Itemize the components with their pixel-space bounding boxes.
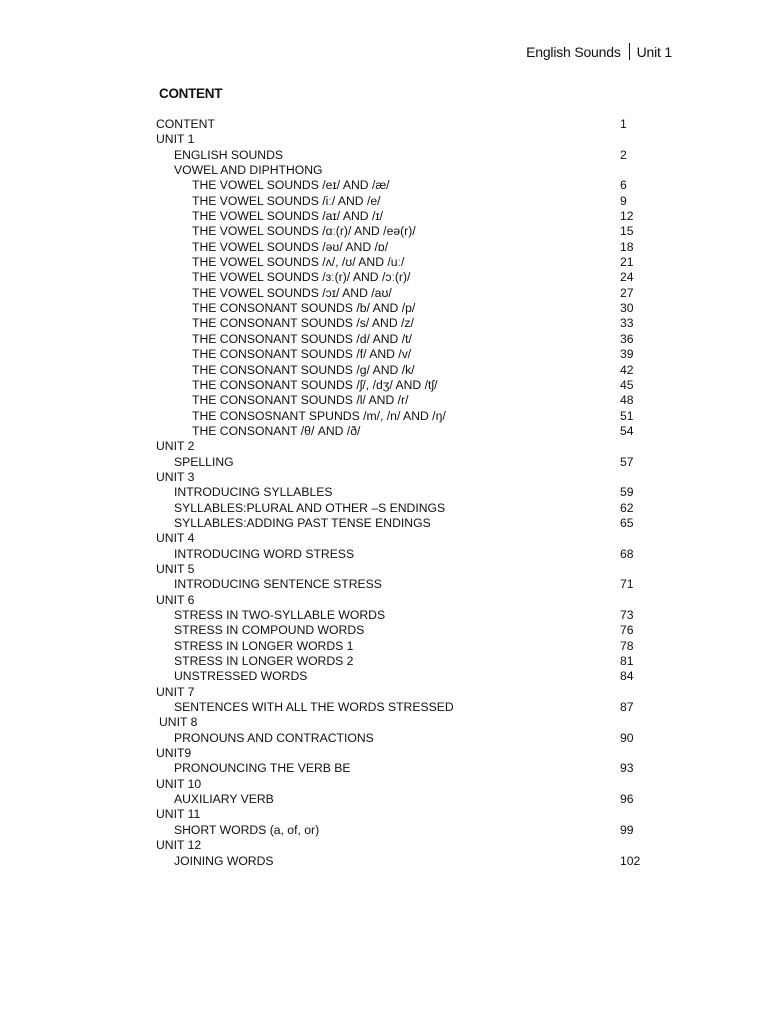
toc-entry	[156, 316, 656, 331]
page-title: CONTENT	[159, 86, 223, 101]
toc-entry	[156, 178, 656, 193]
toc-entry	[156, 623, 656, 638]
header-unit: Unit 1	[636, 43, 672, 60]
toc-entry-page: 6	[620, 178, 627, 193]
toc-entry-label: INTRODUCING SENTENCE STRESS	[174, 577, 382, 592]
toc-entry-label: UNIT9	[156, 746, 192, 761]
toc-entry	[156, 639, 656, 654]
toc-entry-page: 93	[620, 761, 634, 776]
toc-entry-page: 45	[620, 377, 634, 392]
toc-entry-label: THE CONSONANT SOUNDS /f/ AND /v/	[192, 347, 412, 362]
toc-entry-page: 84	[620, 669, 634, 684]
toc-entry	[156, 240, 656, 255]
toc-entry-page: 65	[620, 515, 634, 530]
toc-entry	[156, 224, 656, 239]
toc-entry-label: UNIT 2	[156, 439, 195, 454]
toc-entry-page: 18	[620, 239, 634, 254]
toc-entry-label: UNIT 6	[156, 592, 195, 607]
toc-entry-page: 24	[620, 270, 634, 285]
toc-entry-page: 102	[620, 853, 641, 868]
toc-entry-label: AUXILIARY VERB	[174, 792, 274, 807]
toc-entry-page: 81	[620, 654, 634, 669]
toc-entry	[156, 608, 656, 623]
toc-entry	[156, 593, 656, 608]
toc-entry	[156, 470, 656, 485]
toc-entry-label: THE VOWEL SOUNDS /ɔɪ/ AND /aʊ/	[192, 285, 392, 300]
toc-entry-label: THE VOWEL SOUNDS /iː/ AND /e/	[192, 193, 381, 208]
toc-entry-label: CONTENT	[156, 117, 215, 131]
toc-entry	[156, 286, 656, 301]
toc-entry-label: THE VOWEL SOUNDS /aɪ/ AND /ɪ/	[192, 209, 384, 224]
toc-entry-label: SHORT WORDS (a, of, or)	[174, 822, 320, 837]
toc-entry-page: 36	[620, 331, 634, 346]
toc-entry-page: 1	[620, 117, 627, 131]
toc-entry	[156, 439, 656, 454]
header-divider	[629, 43, 630, 60]
toc-entry-label: THE CONSONANT SOUNDS /s/ AND /z/	[192, 316, 414, 331]
toc-entry	[156, 409, 656, 424]
toc-entry-page: 59	[620, 485, 634, 500]
toc-entry-page: 96	[620, 792, 634, 807]
toc-entry-label: THE CONSONANT SOUNDS /b/ AND /p/	[192, 301, 416, 316]
toc-entry	[156, 577, 656, 592]
toc-entry-label: THE VOWEL SOUNDS /eɪ/ AND /æ/	[192, 178, 390, 193]
toc-entry-label: UNIT 4	[156, 531, 195, 546]
toc-entry-page: 57	[620, 454, 634, 469]
toc-entry-page: 87	[620, 700, 634, 715]
toc-entry-label: THE VOWEL SOUNDS /ʌ/, /ʊ/ AND /uː/	[192, 255, 405, 270]
toc-entry-label: UNIT 12	[156, 838, 202, 853]
toc-entry	[156, 685, 656, 700]
toc-entry-page: 54	[620, 423, 634, 438]
toc-entry-page: 42	[620, 362, 634, 377]
toc-entry	[156, 761, 656, 776]
toc-entry-label: THE CONSONANT SOUNDS /l/ AND /r/	[192, 393, 409, 408]
toc-entry	[156, 163, 656, 178]
toc-entry-label: THE VOWEL SOUNDS /ɜː(r)/ AND /ɔː(r)/	[192, 270, 411, 285]
toc-entry-page: 90	[620, 730, 634, 745]
toc-entry-label: THE CONSONANT SOUNDS /ʃ/, /dʒ/ AND /tʃ/	[192, 377, 438, 392]
toc-entry-page: 76	[620, 623, 634, 638]
toc-entry-page: 9	[620, 193, 627, 208]
toc-entry	[156, 347, 656, 362]
toc-entry	[156, 148, 656, 163]
toc-entry	[156, 378, 656, 393]
toc-entry-label: ENGLISH SOUNDS	[174, 147, 284, 162]
toc-entry-label: STRESS IN LONGER WORDS 2	[174, 654, 354, 669]
toc-entry	[156, 516, 656, 531]
toc-entry-page: 62	[620, 500, 634, 515]
toc-entry	[156, 209, 656, 224]
toc-entry	[156, 455, 656, 470]
toc-entry-label: INTRODUCING WORD STRESS	[174, 546, 355, 561]
toc-entry	[156, 270, 656, 285]
toc-entry-label: THE CONSONANT SOUNDS /g/ AND /k/	[192, 362, 415, 377]
toc-entry	[156, 654, 656, 669]
toc-entry-label: THE CONSOSNANT SPUNDS /m/, /n/ AND /ŋ/	[192, 408, 446, 423]
toc-entry	[156, 301, 656, 316]
toc-entry	[156, 715, 656, 730]
running-header	[526, 43, 672, 60]
toc-entry-label: STRESS IN COMPOUND WORDS	[174, 623, 365, 638]
toc-entry-label: UNIT 8	[159, 715, 198, 730]
toc-entry	[156, 393, 656, 408]
toc-entry	[156, 854, 656, 869]
toc-entry	[156, 255, 656, 270]
toc-entry	[156, 777, 656, 792]
toc-entry-page: 73	[620, 608, 634, 622]
toc-entry-label: THE VOWEL SOUNDS /ɑː(r)/ AND /eə(r)/	[192, 224, 416, 239]
toc-entry-label: THE CONSONANT /θ/ AND /ð/	[192, 423, 361, 438]
toc-entry	[156, 823, 656, 838]
toc-entry-page: 78	[620, 638, 634, 653]
toc-entry-label: UNIT 5	[156, 561, 195, 576]
toc-entry-label: SENTENCES WITH ALL THE WORDS STRESSED	[174, 700, 454, 715]
toc-entry-page: 12	[620, 209, 634, 224]
toc-entry-page: 99	[620, 822, 634, 837]
toc-entry	[156, 792, 656, 807]
toc-entry	[156, 562, 656, 577]
toc-entry-label: PRONOUNCING THE VERB BE	[174, 761, 351, 776]
toc-entry	[156, 485, 656, 500]
toc-entry-page: 48	[620, 393, 634, 408]
toc-entry-label: UNIT 11	[156, 807, 201, 822]
toc-entry-label: PRONOUNS AND CONTRACTIONS	[174, 730, 374, 745]
toc-entry-label: THE CONSONANT SOUNDS /d/ AND /t/	[192, 331, 412, 346]
toc-entry-page: 2	[620, 147, 627, 162]
toc-entry-label: UNIT 1	[156, 132, 195, 147]
toc-entry-page: 33	[620, 316, 634, 331]
toc-entry	[156, 700, 656, 715]
toc-entry-label: SPELLING	[174, 454, 234, 469]
toc-entry	[156, 838, 656, 853]
toc-entry-label: INTRODUCING SYLLABLES	[174, 485, 333, 500]
toc-entry-label: SYLLABLES:ADDING PAST TENSE ENDINGS	[174, 515, 431, 530]
toc-entry-label: STRESS IN LONGER WORDS 1	[174, 638, 354, 653]
toc-entry	[156, 807, 656, 822]
toc-entry-page: 51	[620, 408, 634, 423]
toc-entry-label: UNSTRESSED WORDS	[174, 669, 308, 684]
toc-entry	[156, 669, 656, 684]
toc-entry-label: STRESS IN TWO-SYLLABLE WORDS	[174, 608, 386, 622]
toc-entry	[156, 332, 656, 347]
toc-entry	[156, 531, 656, 546]
toc-entry	[156, 194, 656, 209]
toc-entry	[156, 746, 656, 761]
toc-entry-page: 68	[620, 546, 634, 561]
table-of-contents	[156, 117, 656, 869]
toc-entry-label: JOINING WORDS	[174, 853, 274, 868]
toc-entry-label: UNIT 3	[156, 469, 195, 484]
toc-entry	[156, 424, 656, 439]
toc-entry-page: 30	[620, 301, 634, 316]
toc-entry	[156, 731, 656, 746]
toc-entry-page: 71	[620, 577, 634, 592]
toc-entry	[156, 117, 656, 132]
toc-entry-label: THE VOWEL SOUNDS /əʊ/ AND /ɒ/	[192, 239, 389, 254]
toc-entry	[156, 363, 656, 378]
toc-entry	[156, 132, 656, 147]
toc-entry-label: UNIT 10	[156, 776, 202, 791]
toc-entry-label: SYLLABLES:PLURAL AND OTHER –S ENDINGS	[174, 500, 446, 515]
toc-entry-label: VOWEL AND DIPHTHONG	[174, 163, 323, 178]
header-title: English Sounds	[526, 43, 621, 60]
toc-entry-page: 21	[620, 255, 634, 270]
toc-entry-page: 27	[620, 285, 634, 300]
toc-entry-label: UNIT 7	[156, 684, 195, 699]
toc-entry	[156, 547, 656, 562]
toc-entry-page: 39	[620, 347, 634, 362]
toc-entry	[156, 501, 656, 516]
toc-entry-page: 15	[620, 224, 634, 239]
